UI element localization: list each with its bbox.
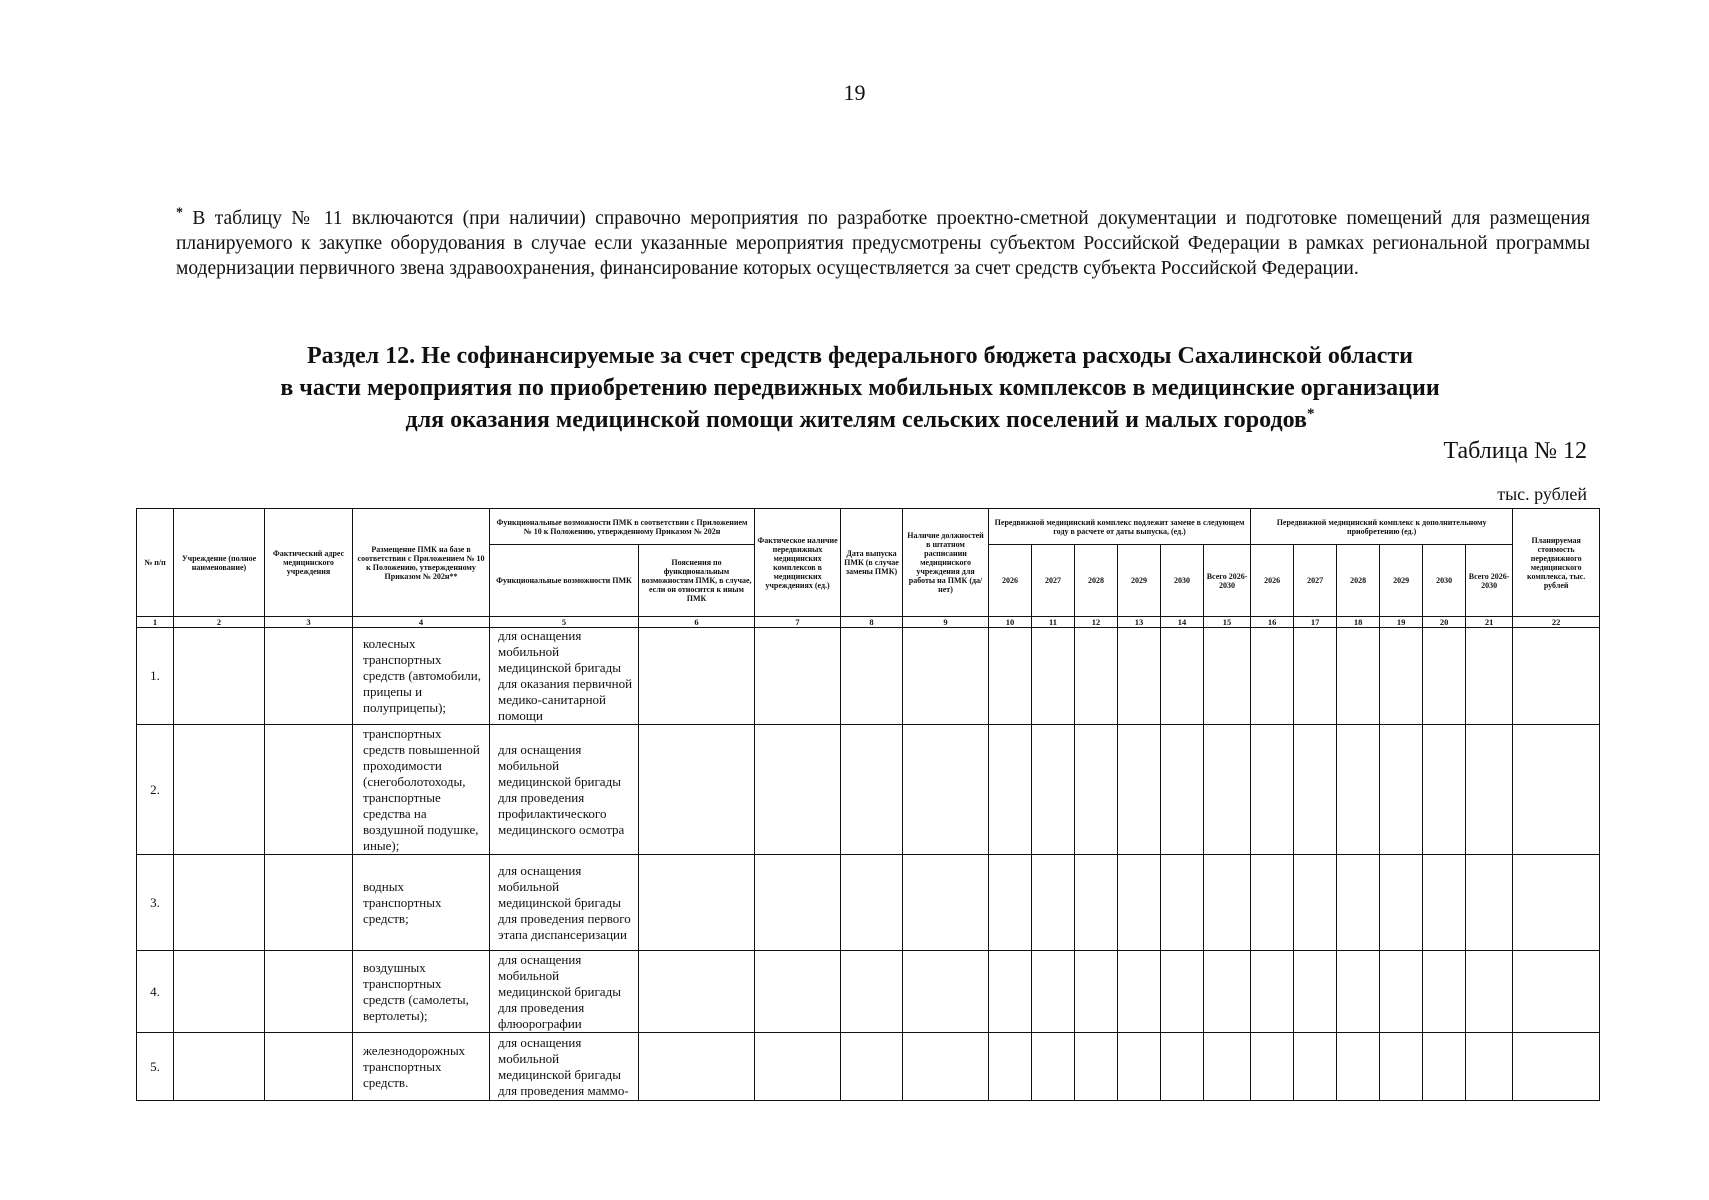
cell-empty: [1032, 725, 1075, 855]
cell-empty: [1161, 725, 1204, 855]
cell-empty: [1423, 628, 1466, 725]
section-title-line-2: в части мероприятия по приобретению передвижных мобильных комплексов в медицинские организации: [280, 375, 1440, 401]
cell-empty: [1294, 951, 1337, 1033]
column-number: 5: [490, 617, 639, 628]
cell-empty: [989, 951, 1032, 1033]
cell-empty: [1423, 725, 1466, 855]
header-staff: Наличие должностей в штатном расписании медицинского учреждения для работы на ПМК (да/нет): [903, 509, 989, 617]
cell-empty: [1466, 855, 1513, 951]
cell-empty: [1380, 725, 1423, 855]
cell-empty: [1251, 628, 1294, 725]
cell-empty: [265, 628, 353, 725]
footnote-text: В таблицу № 11 включаются (при наличии) справочно мероприятия по разработке проектно-сметной документации и подготовке помещений для размещения планируемого к закупке оборудования в случае если указанные мероприятия предусмотрены субъектом Российской Федерации в рамках региональной программы модернизации первичного звена здравоохранения, финансирование которых осуществляется за счет средств субъекта Российской Федерации.: [176, 208, 1591, 279]
cell-empty: [1032, 951, 1075, 1033]
table-row: [137, 725, 1600, 855]
cell-empty: [1466, 951, 1513, 1033]
column-number: 2: [174, 617, 265, 628]
page-number: 19: [843, 80, 866, 105]
cell-empty: [174, 628, 265, 725]
cell-empty: [989, 725, 1032, 855]
row-placement: транспортных средств повышенной проходимости (снегоболотоходы, транспортные средства на воздушной подушке, иные);: [353, 725, 490, 855]
data-table: [136, 508, 1600, 1101]
column-number: 1: [137, 617, 174, 628]
cell-empty: [903, 725, 989, 855]
cell-empty: [639, 1033, 755, 1101]
cell-empty: [1161, 628, 1204, 725]
cell-empty: [1075, 628, 1118, 725]
row-number: 3.: [137, 855, 174, 951]
column-number: 17: [1294, 617, 1337, 628]
column-number-row: [137, 617, 1600, 628]
column-number: 18: [1337, 617, 1380, 628]
cell-empty: [1032, 1033, 1075, 1101]
column-number: 7: [755, 617, 841, 628]
cell-empty: [755, 951, 841, 1033]
header-year: 2030: [1161, 545, 1204, 617]
row-placement: воздушных транспортных средств (самолеты, вертолеты);: [353, 951, 490, 1033]
cell-empty: [1251, 855, 1294, 951]
cell-empty: [1204, 951, 1251, 1033]
cell-empty: [1118, 725, 1161, 855]
cell-empty: [1251, 1033, 1294, 1101]
cell-empty: [841, 1033, 903, 1101]
row-placement: железнодорожных транспортных средств.: [353, 1033, 490, 1101]
column-number: 10: [989, 617, 1032, 628]
cell-empty: [1204, 855, 1251, 951]
cell-empty: [265, 855, 353, 951]
header-explanation: Пояснения по функциональным возможностям ПМК, в случае, если он относится к иным ПМК: [639, 545, 755, 617]
header-year-total: Всего 2026-2030: [1466, 545, 1513, 617]
footnote: [176, 206, 1590, 281]
cell-empty: [1075, 951, 1118, 1033]
cell-empty: [1513, 725, 1600, 855]
cell-empty: [1294, 1033, 1337, 1101]
row-number: 4.: [137, 951, 174, 1033]
column-number: 19: [1380, 617, 1423, 628]
cell-empty: [903, 1033, 989, 1101]
cell-empty: [1380, 1033, 1423, 1101]
column-number: 21: [1466, 617, 1513, 628]
cell-empty: [1423, 951, 1466, 1033]
row-function: для оснащения мобильной медицинской бригады для проведения маммо-: [490, 1033, 639, 1101]
cell-empty: [1294, 725, 1337, 855]
cell-empty: [1204, 1033, 1251, 1101]
row-number: 5.: [137, 1033, 174, 1101]
cell-empty: [841, 855, 903, 951]
column-number: 9: [903, 617, 989, 628]
table-row: [137, 1033, 1600, 1101]
header-year: 2029: [1380, 545, 1423, 617]
cell-empty: [639, 951, 755, 1033]
cell-empty: [1161, 1033, 1204, 1101]
row-function: для оснащения мобильной медицинской бригады для оказания первичной медико-санитарной помощи: [490, 628, 639, 725]
cell-empty: [1075, 725, 1118, 855]
header-year: 2027: [1032, 545, 1075, 617]
cell-empty: [1380, 951, 1423, 1033]
column-number: 6: [639, 617, 755, 628]
header-year: 2026: [989, 545, 1032, 617]
cell-empty: [903, 951, 989, 1033]
cell-empty: [989, 1033, 1032, 1101]
cell-empty: [1337, 725, 1380, 855]
cell-empty: [639, 855, 755, 951]
section-title-line-3: [140, 404, 1580, 436]
cell-empty: [903, 628, 989, 725]
cell-empty: [1204, 725, 1251, 855]
cell-empty: [1294, 628, 1337, 725]
cell-empty: [174, 725, 265, 855]
cell-empty: [1466, 725, 1513, 855]
cell-empty: [265, 951, 353, 1033]
header-year: 2028: [1337, 545, 1380, 617]
unit-label: тыс. рублей: [1497, 484, 1587, 504]
cell-empty: [1075, 855, 1118, 951]
cell-empty: [1380, 628, 1423, 725]
cell-empty: [755, 628, 841, 725]
cell-empty: [1513, 951, 1600, 1033]
cell-empty: [1161, 855, 1204, 951]
cell-empty: [1337, 855, 1380, 951]
cell-empty: [1032, 855, 1075, 951]
cell-empty: [174, 951, 265, 1033]
column-number: 15: [1204, 617, 1251, 628]
cell-empty: [1513, 855, 1600, 951]
cell-empty: [755, 1033, 841, 1101]
header-functional: Функциональные возможности ПМК: [490, 545, 639, 617]
cell-empty: [174, 855, 265, 951]
header-year: 2029: [1118, 545, 1161, 617]
header-year: 2027: [1294, 545, 1337, 617]
cell-empty: [174, 1033, 265, 1101]
cell-empty: [1118, 628, 1161, 725]
section-title-star: *: [1306, 406, 1315, 422]
cell-empty: [1251, 725, 1294, 855]
header-placement: Размещение ПМК на базе в соответствии с Приложением № 10 к Положению, утвержденному Приказом № 202н**: [353, 509, 490, 617]
column-number: 22: [1513, 617, 1600, 628]
cell-empty: [639, 725, 755, 855]
cell-empty: [1466, 628, 1513, 725]
header-cost: Планируемая стоимость передвижного медицинского комплекса, тыс. рублей: [1513, 509, 1600, 617]
header-additional-group: Передвижной медицинский комплекс к дополнительному приобретению (ед.): [1251, 509, 1513, 545]
cell-empty: [841, 725, 903, 855]
section-title: [140, 340, 1580, 436]
header-institution: Учреждение (полное наименование): [174, 509, 265, 617]
section-title-line-3-text: для оказания медицинской помощи жителям сельских поселений и малых городов: [405, 407, 1307, 433]
column-number: 12: [1075, 617, 1118, 628]
cell-empty: [841, 951, 903, 1033]
cell-empty: [1075, 1033, 1118, 1101]
table-caption: Таблица № 12: [1443, 438, 1587, 464]
column-number: 8: [841, 617, 903, 628]
cell-empty: [1513, 1033, 1600, 1101]
cell-empty: [1118, 1033, 1161, 1101]
column-number: 3: [265, 617, 353, 628]
cell-empty: [1466, 1033, 1513, 1101]
column-number: 11: [1032, 617, 1075, 628]
header-functional-group: Функциональные возможности ПМК в соответствии с Приложением № 10 к Положению, утвержденному Приказом № 202н: [490, 509, 755, 545]
row-placement: водных транспортных средств;: [353, 855, 490, 951]
row-function: для оснащения мобильной медицинской бригады для проведения профилактического медицинского осмотра: [490, 725, 639, 855]
row-function: для оснащения мобильной медицинской бригады для проведения флюорографии: [490, 951, 639, 1033]
footnote-star: *: [176, 205, 183, 221]
cell-empty: [1513, 628, 1600, 725]
cell-empty: [265, 1033, 353, 1101]
header-year: 2030: [1423, 545, 1466, 617]
header-release-date: Дата выпуска ПМК (в случае замены ПМК): [841, 509, 903, 617]
cell-empty: [989, 855, 1032, 951]
row-number: 2.: [137, 725, 174, 855]
row-placement: колесных транспортных средств (автомобили, прицепы и полуприцепы);: [353, 628, 490, 725]
cell-empty: [1251, 951, 1294, 1033]
header-year: 2026: [1251, 545, 1294, 617]
cell-empty: [1380, 855, 1423, 951]
cell-empty: [1337, 628, 1380, 725]
header-actual-count: Фактическое наличие передвижных медицинских комплексов в медицинских учреждениях (ед.): [755, 509, 841, 617]
column-number: 13: [1118, 617, 1161, 628]
cell-empty: [1118, 951, 1161, 1033]
cell-empty: [1118, 855, 1161, 951]
header-year-total: Всего 2026-2030: [1204, 545, 1251, 617]
cell-empty: [755, 725, 841, 855]
cell-empty: [841, 628, 903, 725]
section-title-line-1: Раздел 12. Не софинансируемые за счет средств федерального бюджета расходы Сахалинской области: [307, 343, 1413, 369]
row-function: для оснащения мобильной медицинской бригады для проведения первого этапа диспансеризации: [490, 855, 639, 951]
cell-empty: [1204, 628, 1251, 725]
table-row: [137, 855, 1600, 951]
cell-empty: [989, 628, 1032, 725]
column-number: 4: [353, 617, 490, 628]
cell-empty: [265, 725, 353, 855]
column-number: 16: [1251, 617, 1294, 628]
cell-empty: [1032, 628, 1075, 725]
cell-empty: [1337, 1033, 1380, 1101]
cell-empty: [1423, 1033, 1466, 1101]
row-number: 1.: [137, 628, 174, 725]
column-number: 20: [1423, 617, 1466, 628]
cell-empty: [1161, 951, 1204, 1033]
cell-empty: [755, 855, 841, 951]
cell-empty: [903, 855, 989, 951]
header-year: 2028: [1075, 545, 1118, 617]
cell-empty: [1423, 855, 1466, 951]
cell-empty: [1337, 951, 1380, 1033]
header-num: № п/п: [137, 509, 174, 617]
column-number: 14: [1161, 617, 1204, 628]
table-row: [137, 951, 1600, 1033]
table-row: [137, 628, 1600, 725]
header-replacement-group: Передвижной медицинский комплекс подлежит замене в следующем году в расчете от даты выпуска, (ед.): [989, 509, 1251, 545]
cell-empty: [639, 628, 755, 725]
cell-empty: [1294, 855, 1337, 951]
header-address: Фактический адрес медицинского учреждения: [265, 509, 353, 617]
table-body: [137, 628, 1600, 1101]
